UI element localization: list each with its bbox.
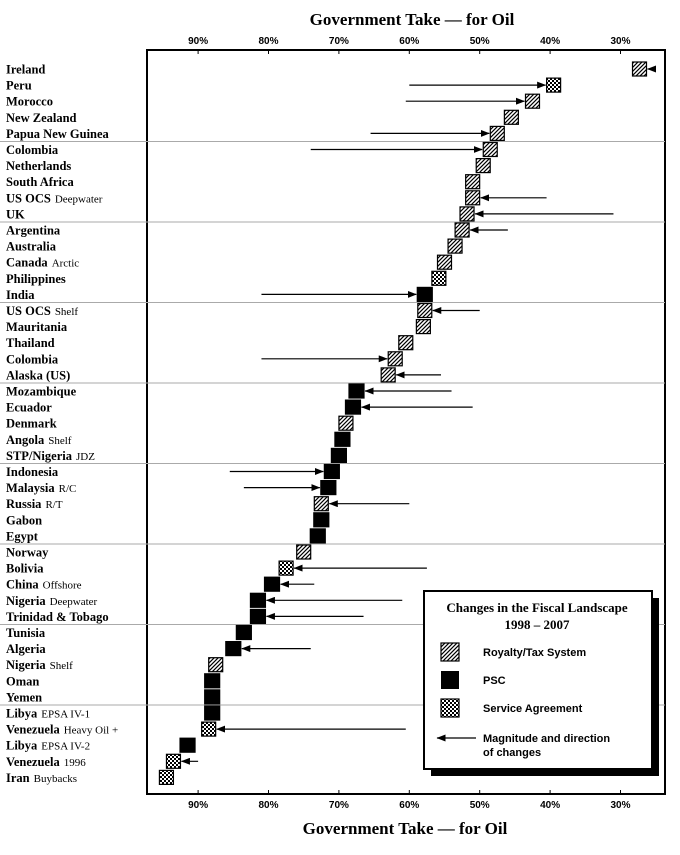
country-label [6,594,98,608]
country-name: Gabon [6,513,43,528]
country-label [6,529,39,543]
country-name: Russia [6,497,42,512]
take-marker-psc [265,577,280,591]
country-name: Mauritania [6,320,68,335]
country-name: Nigeria [6,658,46,673]
country-label [6,385,77,399]
country-qualifier: Heavy Oil + [63,724,119,737]
take-marker-royalty [526,94,540,108]
legend-label-service: Service Agreement [483,703,583,715]
country-label [6,79,32,93]
take-marker-psc [205,690,220,704]
country-label [6,159,71,173]
country-label [6,143,59,157]
legend [424,591,659,776]
take-marker-psc [205,674,220,688]
country-name: Thailand [6,336,55,351]
take-marker-psc [205,706,220,720]
country-name: UK [6,207,25,222]
take-marker-psc [349,384,364,398]
country-qualifier: R/T [45,499,63,512]
country-name: Iran [6,770,30,785]
country-name: Morocco [6,94,53,109]
country-label [6,771,77,785]
country-label [6,336,55,350]
take-marker-royalty [388,352,402,366]
country-label [6,63,45,77]
country-name: China [6,577,39,592]
take-marker-royalty [381,368,395,382]
country-label [6,240,57,254]
country-name: Australia [6,239,56,254]
country-name: Indonesia [6,465,59,479]
take-marker-royalty [314,497,328,511]
take-marker-psc [180,738,195,752]
take-marker-service [202,722,216,736]
x-tick-label-bottom: 30% [610,800,631,811]
country-label [6,127,110,141]
country-name: Ireland [6,62,46,77]
country-name: South Africa [6,175,74,190]
take-marker-psc [321,481,336,495]
country-label [6,207,25,221]
country-label [6,626,46,640]
country-label [6,497,63,511]
country-name: Venezuela [6,754,60,769]
country-name: US OCS [6,191,51,206]
take-marker-royalty [476,159,490,173]
x-tick-label-top: 50% [469,36,490,47]
take-marker-service [432,271,446,285]
take-marker-service [159,770,173,784]
take-marker-royalty [438,255,452,269]
chart-title-top: Government Take — for Oil [309,10,515,29]
country-name: India [6,287,35,302]
take-marker-royalty [297,545,311,559]
country-name: Tunisia [6,626,46,640]
country-qualifier: Deepwater [54,193,103,206]
country-qualifier: EPSA IV-2 [41,740,91,753]
chart-title-bottom: Government Take — for Oil [302,819,508,838]
legend-title-line1: Changes in the Fiscal Landscape [446,600,628,615]
take-marker-psc [314,513,329,527]
x-tick-label-top: 70% [328,36,349,47]
country-name: Papua New Guinea [6,126,109,141]
country-name: Venezuela [6,722,60,737]
take-marker-psc [310,529,325,543]
country-label [6,546,49,560]
country-qualifier: Shelf [49,660,73,673]
country-name: Bolivia [6,561,44,576]
take-marker-psc [250,593,265,607]
country-label [6,755,86,769]
legend-title-line2: 1998 – 2007 [504,617,570,632]
country-qualifier: Shelf [54,306,79,318]
x-tick-label-bottom: 80% [258,800,279,811]
take-marker-psc [345,400,360,414]
legend-label-arrow-2: of changes [483,747,542,759]
legend-swatch-service [441,699,459,717]
country-label [6,224,61,238]
country-label [6,739,90,753]
country-name: Malaysia [6,481,55,496]
country-label [6,562,44,576]
country-label [6,368,70,382]
country-name: Netherlands [6,159,72,174]
x-tick-label-top: 90% [188,36,209,47]
country-name: Libya [6,706,38,721]
take-marker-psc [417,287,432,301]
country-label [6,417,57,431]
country-name: Ecuador [6,400,52,415]
country-label [6,449,95,463]
country-name: Libya [6,738,38,753]
take-marker-royalty [466,175,480,189]
take-marker-royalty [633,62,647,76]
country-qualifier: Offshore [42,579,82,592]
country-label [6,175,74,189]
take-marker-royalty [418,304,432,318]
country-label [6,401,52,415]
take-marker-royalty [483,143,497,157]
country-label [6,610,109,624]
country-label [6,288,35,302]
take-marker-royalty [448,239,462,253]
take-marker-psc [226,642,241,656]
country-label [6,272,66,286]
take-marker-service [547,78,561,92]
take-marker-psc [236,626,251,640]
legend-swatch-psc [441,671,459,689]
country-label [6,690,42,704]
country-name: Nigeria [6,593,46,608]
country-qualifier: R/C [58,483,77,496]
country-label [6,352,59,366]
take-marker-psc [331,448,346,462]
country-label [6,111,77,125]
x-tick-label-top: 60% [399,36,420,47]
country-label [6,256,79,270]
country-label [6,674,39,688]
country-name: US OCS [6,304,51,318]
take-marker-psc [250,609,265,623]
country-label [6,578,82,592]
country-name: Colombia [6,352,59,367]
country-label [6,707,90,721]
take-marker-psc [324,465,339,479]
take-marker-royalty [455,223,469,237]
legend-label-royalty: Royalty/Tax System [483,647,587,659]
take-marker-royalty [339,416,353,430]
country-label [6,723,118,737]
take-marker-royalty [490,126,504,140]
x-axis-top [188,36,631,54]
country-label [6,513,42,527]
country-label [6,320,68,334]
legend-label-arrow-1: Magnitude and direction [483,733,611,745]
country-name: Argentina [6,223,61,238]
take-marker-service [279,561,293,575]
x-tick-label-top: 30% [610,36,631,47]
country-name: Yemen [6,690,43,705]
x-tick-label-bottom: 90% [188,800,209,811]
x-tick-label-bottom: 60% [399,800,420,811]
country-label [6,658,73,672]
country-name: Angola [6,432,45,447]
take-marker-royalty [399,336,413,350]
country-qualifier: Shelf [48,434,72,447]
country-label [6,95,53,109]
country-qualifier: 1996 [63,756,86,769]
country-name: Egypt [6,529,38,544]
country-name: Alaska (US) [6,368,71,383]
x-tick-label-bottom: 70% [328,800,349,811]
x-tick-label-bottom: 40% [540,800,561,811]
take-marker-royalty [466,191,480,205]
country-label [6,481,76,495]
country-qualifier: Buybacks [33,772,78,785]
country-labels [6,63,118,785]
country-name: Denmark [6,416,57,431]
country-name: Canada [6,255,48,270]
x-tick-label-top: 80% [258,36,279,47]
country-qualifier: EPSA IV-1 [41,708,91,721]
country-name: Algeria [6,642,46,657]
country-name: Oman [6,674,40,689]
take-marker-psc [335,432,350,446]
country-label [6,433,72,447]
take-marker-royalty [416,320,430,334]
country-name: STP/Nigeria [6,448,72,463]
take-marker-service [166,754,180,768]
country-name: Peru [6,78,32,93]
x-tick-label-top: 40% [540,36,561,47]
country-qualifier: Arctic [51,257,80,270]
take-marker-royalty [504,110,518,124]
country-label [6,465,59,479]
take-marker-royalty [460,207,474,221]
country-name: Mozambique [6,384,77,399]
country-label [6,304,78,318]
legend-swatch-royalty [441,643,459,661]
take-marker-royalty [209,658,223,672]
country-qualifier: Deepwater [49,595,98,608]
country-name: Philippines [6,271,66,286]
country-name: Norway [6,545,49,560]
country-label [6,191,103,205]
country-name: Trinidad & Tobago [6,609,109,624]
x-tick-label-bottom: 50% [469,800,490,811]
country-label [6,642,46,656]
legend-label-psc: PSC [483,675,506,687]
country-name: New Zealand [6,110,77,125]
country-name: Colombia [6,143,59,157]
country-qualifier: JDZ [75,450,95,463]
